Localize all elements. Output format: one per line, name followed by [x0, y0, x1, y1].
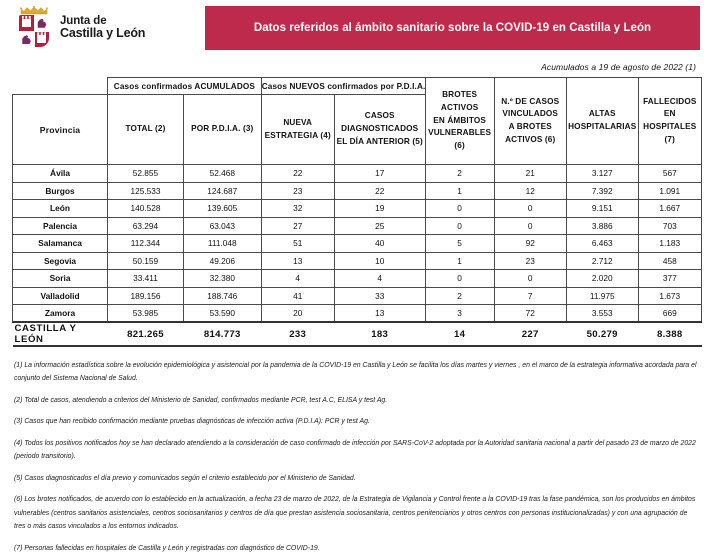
cell-fallecidos: 567 — [638, 165, 701, 183]
logo-line-2: Castilla y León — [60, 26, 146, 41]
cell-altas: 3.886 — [566, 217, 638, 235]
cell-brotes-activos: 0 — [425, 270, 494, 288]
cell-casos-vinculados: 7 — [494, 287, 566, 305]
cell-total: 112.344 — [108, 235, 184, 253]
cell-altas: 11.975 — [566, 287, 638, 305]
cell-diag-dia-anterior: 25 — [334, 217, 425, 235]
cell-fallecidos: 458 — [638, 252, 701, 270]
table-head — [13, 78, 702, 165]
junta-logo — [0, 6, 205, 50]
footnote-1: (1) La información estadística sobre la evolución epidemiológica y asistencial por la pandemia de la COVID-19 en Castilla y León se facilita los días martes y viernes , en el marco de la estrategia informativa acordada para el conjunto del Sistema Nacional de Salud. — [14, 362, 697, 383]
cell-por-pdia: 49.206 — [183, 252, 261, 270]
cell-diag-dia-anterior: 19 — [334, 200, 425, 218]
cell-nueva-estrategia: 41 — [261, 287, 334, 305]
cell-provincia: Zamora — [13, 305, 108, 323]
cell-provincia: Valladolid — [13, 287, 108, 305]
cell-nueva-estrategia: 20 — [261, 305, 334, 323]
cell-por-pdia: 32.380 — [183, 270, 261, 288]
cell-brotes-activos: 2 — [425, 287, 494, 305]
cell-altas: 6.463 — [566, 235, 638, 253]
cell-casos-vinculados: 0 — [494, 217, 566, 235]
cell-nueva-estrategia: 4 — [261, 270, 334, 288]
group-header-spacer — [13, 78, 108, 95]
col-header-brotes-activos: BROTES ACTIVOS EN ÁMBITOS VULNERABLES (6) — [425, 78, 494, 165]
group-header-nuevos: Casos NUEVOS confirmados por P.D.I.A. — [261, 78, 425, 95]
cell-casos-vinculados: 12 — [494, 182, 566, 200]
footnote-4: (4) Todos los positivos notificados hoy se han declarado atendiendo a la consideración de caso confirmado de infección por SARS-CoV-2 adoptada por la Autoridad sanitaria nacional a partir del pasado 23 de marzo de 2022 (periodo transitorio). — [14, 439, 696, 461]
cell-casos-vinculados: 92 — [494, 235, 566, 253]
table-row — [13, 305, 702, 323]
cell-brotes-activos: 0 — [425, 200, 494, 218]
cell-total-label: CASTILLA Y LEÓN — [13, 322, 108, 346]
cell-altas: 3.553 — [566, 305, 638, 323]
cell-nueva-estrategia: 27 — [261, 217, 334, 235]
cell-diag-dia-anterior: 10 — [334, 252, 425, 270]
cell-fallecidos: 1.667 — [638, 200, 701, 218]
table-row — [13, 200, 702, 218]
cell-brotes-activos: 1 — [425, 252, 494, 270]
cell-fallecidos: 1.673 — [638, 287, 701, 305]
cell-nueva-estrategia: 13 — [261, 252, 334, 270]
cell-nueva-estrategia: 23 — [261, 182, 334, 200]
cell-diag-dia-anterior: 40 — [334, 235, 425, 253]
col-header-casos-vinculados: N.º DE CASOS VINCULADOS A BROTES ACTIVOS (6) — [494, 78, 566, 165]
cell-casos-vinculados: 23 — [494, 252, 566, 270]
col-header-por-pdia: POR P.D.I.A. (3) — [183, 95, 261, 165]
cell-altas: 2.712 — [566, 252, 638, 270]
cell-casos-vinculados: 0 — [494, 200, 566, 218]
cell-total: 53.985 — [108, 305, 184, 323]
footnotes — [0, 347, 714, 555]
cell-casos-vinculados: 0 — [494, 270, 566, 288]
logo-wordmark — [60, 15, 145, 41]
cell-total-nueva-estrategia: 233 — [261, 322, 334, 346]
cell-provincia: Burgos — [13, 182, 108, 200]
cell-altas: 3.127 — [566, 165, 638, 183]
cell-por-pdia: 111.048 — [183, 235, 261, 253]
group-header-acumulados: Casos confirmados ACUMULADOS — [108, 78, 262, 95]
col-header-provincia: Provincia — [13, 95, 108, 165]
crown-icon — [20, 6, 48, 15]
cell-altas: 2.020 — [566, 270, 638, 288]
cell-brotes-activos: 3 — [425, 305, 494, 323]
accumulated-date-note: Acumulados a 19 de agosto de 2022 (1) — [541, 62, 696, 72]
cell-provincia: Palencia — [13, 217, 108, 235]
cell-total-casos-vinculados: 227 — [494, 322, 566, 346]
cell-por-pdia: 53.590 — [183, 305, 261, 323]
footnote-7: (7) Personas fallecidas en hospitales de Castilla y León y registradas con diagnóstico de COVID-19. — [14, 544, 320, 552]
cell-por-pdia: 188.746 — [183, 287, 261, 305]
cell-total-total: 821.265 — [108, 322, 184, 346]
cell-nueva-estrategia: 32 — [261, 200, 334, 218]
table-container — [0, 77, 714, 347]
cell-altas: 9.151 — [566, 200, 638, 218]
table-row — [13, 217, 702, 235]
cell-brotes-activos: 2 — [425, 165, 494, 183]
cell-total: 125.533 — [108, 182, 184, 200]
cell-casos-vinculados: 21 — [494, 165, 566, 183]
cell-total: 52.855 — [108, 165, 184, 183]
cell-fallecidos: 703 — [638, 217, 701, 235]
covid-data-table — [12, 77, 702, 347]
logo-line-1: Junta de — [60, 15, 107, 28]
cell-total: 140.528 — [108, 200, 184, 218]
cell-brotes-activos: 5 — [425, 235, 494, 253]
cell-por-pdia: 63.043 — [183, 217, 261, 235]
cell-total: 63.294 — [108, 217, 184, 235]
cell-por-pdia: 139.605 — [183, 200, 261, 218]
cell-diag-dia-anterior: 13 — [334, 305, 425, 323]
shield-icon — [19, 15, 49, 47]
col-header-total: TOTAL (2) — [108, 95, 184, 165]
table-row — [13, 287, 702, 305]
col-header-diagnosticados-dia-anterior: CASOS DIAGNOSTICADOS EL DÍA ANTERIOR (5) — [334, 95, 425, 165]
col-header-altas-hospitalarias: ALTAS HOSPITALARIAS — [566, 78, 638, 165]
cell-fallecidos: 1.091 — [638, 182, 701, 200]
cell-nueva-estrategia: 51 — [261, 235, 334, 253]
cell-por-pdia: 52.468 — [183, 165, 261, 183]
cell-provincia: Ávila — [13, 165, 108, 183]
group-header-row — [13, 78, 702, 95]
cell-brotes-activos: 1 — [425, 182, 494, 200]
footnote-6: (6) Los brotes notificados, de acuerdo con lo establecido en la actualización, a fecha 23 de marzo de 2022, de la Estrategia de Vigilancia y Control frente a la COVID-19 tras la fase pandémica, son los producidos en ámbitos vulnerables (centros sanitarios asistenciales, centros sociosanitarios y centros de día que prestan asistencia sociosanitaria, centros penitenciarios y otros centros con personas institucionalizadas) y con una agrupación de tres o más casos vinculados a los entornos indicados. — [14, 496, 696, 531]
cell-altas: 7.392 — [566, 182, 638, 200]
col-header-nueva-estrategia: NUEVA ESTRATEGIA (4) — [261, 95, 334, 165]
table-total-row — [13, 322, 702, 346]
cell-total: 50.159 — [108, 252, 184, 270]
cell-diag-dia-anterior: 4 — [334, 270, 425, 288]
page-header — [0, 0, 714, 56]
col-header-fallecidos: FALLECIDOS EN HOSPITALES (7) — [638, 78, 701, 165]
cell-fallecidos: 377 — [638, 270, 701, 288]
cell-diag-dia-anterior: 17 — [334, 165, 425, 183]
cell-total-altas: 50.279 — [566, 322, 638, 346]
table-row — [13, 270, 702, 288]
cell-diag-dia-anterior: 22 — [334, 182, 425, 200]
cell-nueva-estrategia: 22 — [261, 165, 334, 183]
cell-provincia: Segovia — [13, 252, 108, 270]
table-row — [13, 252, 702, 270]
cell-total-por-pdia: 814.773 — [183, 322, 261, 346]
cell-por-pdia: 124.687 — [183, 182, 261, 200]
footnote-2: (2) Total de casos, atendiendo a criterios del Ministerio de Sanidad, confirmados mediante PCR, test A.C, ELISA y test Ag. — [14, 396, 388, 404]
cell-brotes-activos: 0 — [425, 217, 494, 235]
footnote-3: (3) Casos que han recibido confirmación mediante pruebas diagnósticas de infección activa (P.D.I.A): PCR y test Ag. — [14, 418, 370, 426]
cell-total: 33.411 — [108, 270, 184, 288]
page-title-banner: Datos referidos al ámbito sanitario sobre la COVID-19 en Castilla y León — [205, 6, 700, 50]
footnote-5: (5) Casos diagnosticados el día previo y comunicados según el criterio establecido por el Ministerio de Sanidad. — [14, 474, 356, 482]
cell-provincia: León — [13, 200, 108, 218]
cell-casos-vinculados: 72 — [494, 305, 566, 323]
castilla-leon-crest-icon — [14, 6, 54, 50]
cell-provincia: Soria — [13, 270, 108, 288]
table-row — [13, 235, 702, 253]
cell-fallecidos: 1.183 — [638, 235, 701, 253]
cell-total-fallecidos: 8.388 — [638, 322, 701, 346]
cell-total-diag-dia-anterior: 183 — [334, 322, 425, 346]
cell-provincia: Salamanca — [13, 235, 108, 253]
table-row — [13, 182, 702, 200]
cell-total-brotes-activos: 14 — [425, 322, 494, 346]
table-row — [13, 165, 702, 183]
cell-fallecidos: 669 — [638, 305, 701, 323]
cell-diag-dia-anterior: 33 — [334, 287, 425, 305]
cell-total: 189.156 — [108, 287, 184, 305]
table-body — [13, 165, 702, 347]
